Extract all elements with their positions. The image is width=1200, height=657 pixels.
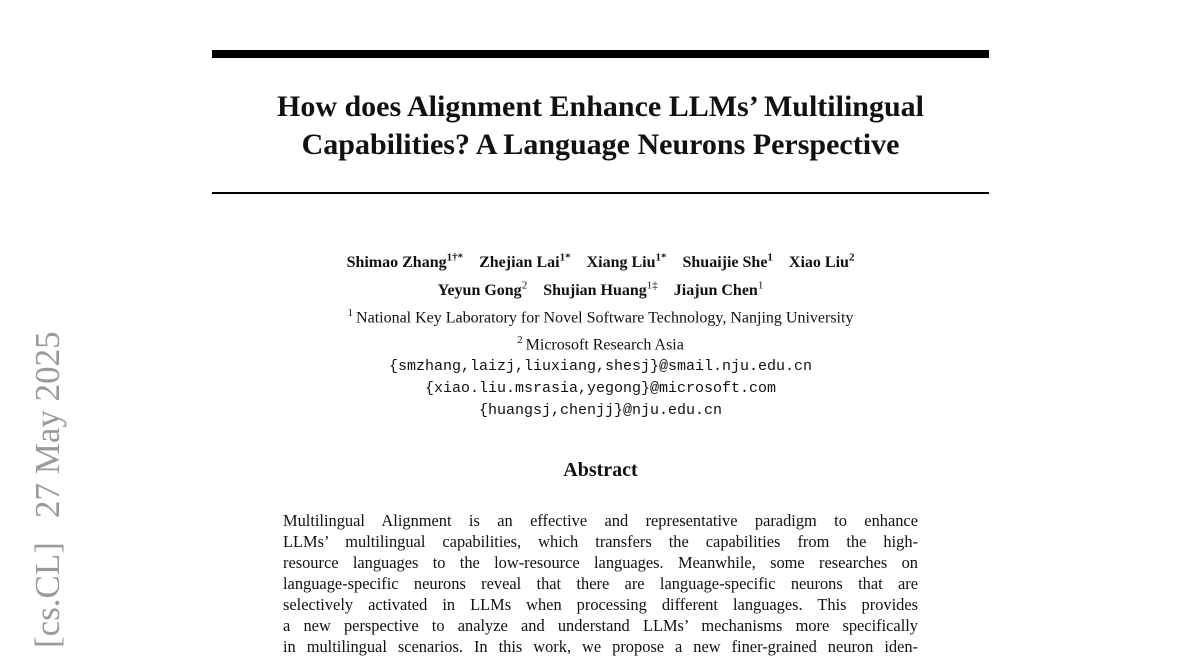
title-bottom-rule (212, 192, 989, 194)
author-name: Shimao Zhang$^{1\dagger*}$ (346, 252, 464, 272)
abstract-line: Multilingual Alignment is an effective and representative paradigm to enhance (283, 511, 918, 530)
author-name: Xiang Liu$^{1*}$ (586, 252, 667, 272)
paper-title (212, 88, 989, 164)
abstract-body (283, 510, 918, 657)
title-line-1: How does Alignment Enhance LLMs’ Multilingual (276, 90, 925, 123)
abstract-line: language-specific neurons reveal that there are language-specific neurons that are (283, 574, 918, 593)
email-line-3: {huangsj,chenjj}@nju.edu.cn (478, 402, 723, 420)
arxiv-date: 27 May 2025 (28, 331, 67, 519)
author-name: Zhejian Lai$^{1*}$ (479, 252, 571, 272)
abstract-line: LLMs’ multilingual capabilities, which transfers the capabilities from the high- (283, 532, 918, 551)
abstract-line: selectively activated in LLMs when processing different languages. This provides (283, 595, 918, 614)
author-row-1 (212, 247, 989, 274)
affiliation-1: $^1$ National Key Laboratory for Novel Software Technology, Nanjing University (347, 306, 854, 326)
title-line-2: Capabilities? A Language Neurons Perspective (301, 128, 900, 161)
abstract-heading: Abstract (563, 459, 638, 481)
author-name: Shuaijie She$^1$ (682, 252, 773, 272)
author-name: Shujian Huang$^{1\ddagger}$ (543, 279, 658, 299)
email-line-1: {smzhang,laizj,liuxiang,shesj}@smail.nju.edu.cn (388, 358, 813, 376)
author-row-2 (212, 274, 989, 301)
title-top-rule (212, 50, 989, 58)
author-name: Yeyun Gong$^2$ (437, 279, 528, 299)
affiliation-2: $^2$ Microsoft Research Asia (517, 333, 684, 354)
email-line-2: {xiao.liu.msrasia,yegong}@microsoft.com (424, 380, 777, 398)
arxiv-side-identifier (30, 307, 65, 648)
abstract-line: a new perspective to analyze and understand LLMs’ mechanisms more specifically (283, 616, 918, 635)
author-name: Xiao Liu$^2$ (788, 252, 855, 272)
arxiv-category: [cs.CL] (28, 542, 67, 648)
abstract-line: in multilingual scenarios. In this work, we propose a new finer-grained neuron iden- (283, 637, 918, 656)
author-name: Jiajun Chen$^1$ (673, 279, 764, 299)
author-block (212, 247, 989, 422)
abstract-line: resource languages to the low-resource languages. Meanwhile, some researches on (283, 553, 918, 572)
